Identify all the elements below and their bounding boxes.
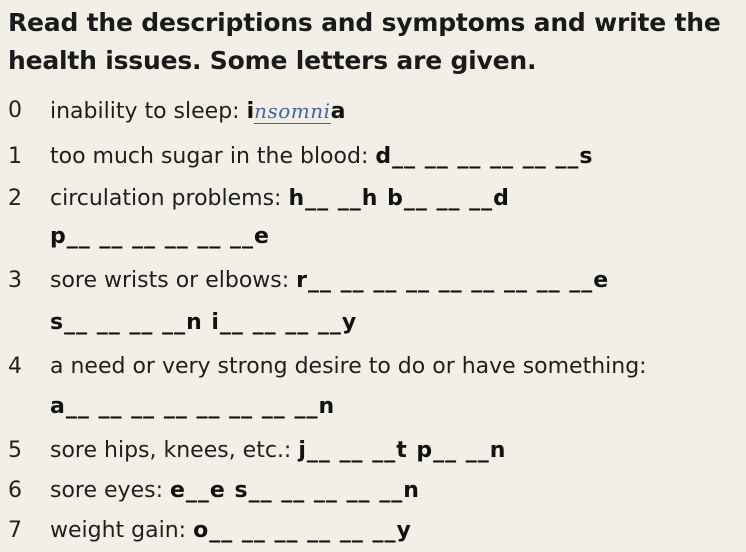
answer-blank[interactable]: r__ __ __ __ __ __ __ __ __e — [296, 268, 610, 293]
item-number: 2 — [8, 186, 22, 211]
item-description: weight gain: o__ __ __ __ __ __y — [50, 518, 412, 543]
exercise-instructions: Read the descriptions and symptoms and write the health issues. Some letters are given. — [8, 8, 721, 75]
answer-blank[interactable]: a__ __ __ __ __ __ __ __n — [50, 394, 336, 419]
item-number: 5 — [8, 438, 22, 463]
item-number: 7 — [8, 518, 22, 543]
item-description: sore eyes: e__e s__ __ __ __ __n — [50, 478, 420, 503]
handwritten-answer: nsomni — [254, 99, 331, 123]
answer-blank[interactable]: o__ __ __ __ __ __y — [193, 518, 412, 543]
item-number: 6 — [8, 478, 22, 503]
item-description: circulation problems: h__ __h b__ __ __d — [50, 186, 510, 211]
answer-blank[interactable]: j__ __ __t p__ __n — [298, 438, 507, 463]
answer-blank[interactable]: e__e s__ __ __ __ __n — [169, 478, 420, 503]
item-description: a need or very strong desire to do or have something: — [50, 354, 647, 379]
item-description: inability to sleep: insomnia — [50, 99, 346, 124]
item-number: 3 — [8, 268, 22, 293]
item-number: 1 — [8, 144, 22, 169]
item-description: sore wrists or elbows: r__ __ __ __ __ __ __ __ __e — [50, 268, 610, 293]
answer-blank[interactable]: d__ __ __ __ __ __s — [375, 144, 594, 169]
answer-blank[interactable]: h__ __h b__ __ __d — [288, 186, 510, 211]
item-number: 0 — [8, 98, 22, 123]
item-number: 4 — [8, 354, 22, 379]
answer-blank[interactable]: s__ __ __ __n i__ __ __ __y — [50, 310, 358, 335]
answer-blank[interactable]: p__ __ __ __ __ __e — [50, 224, 270, 249]
item-description: sore hips, knees, etc.: j__ __ __t p__ __n — [50, 438, 507, 463]
item-description: too much sugar in the blood: d__ __ __ __ __ __s — [50, 144, 594, 169]
